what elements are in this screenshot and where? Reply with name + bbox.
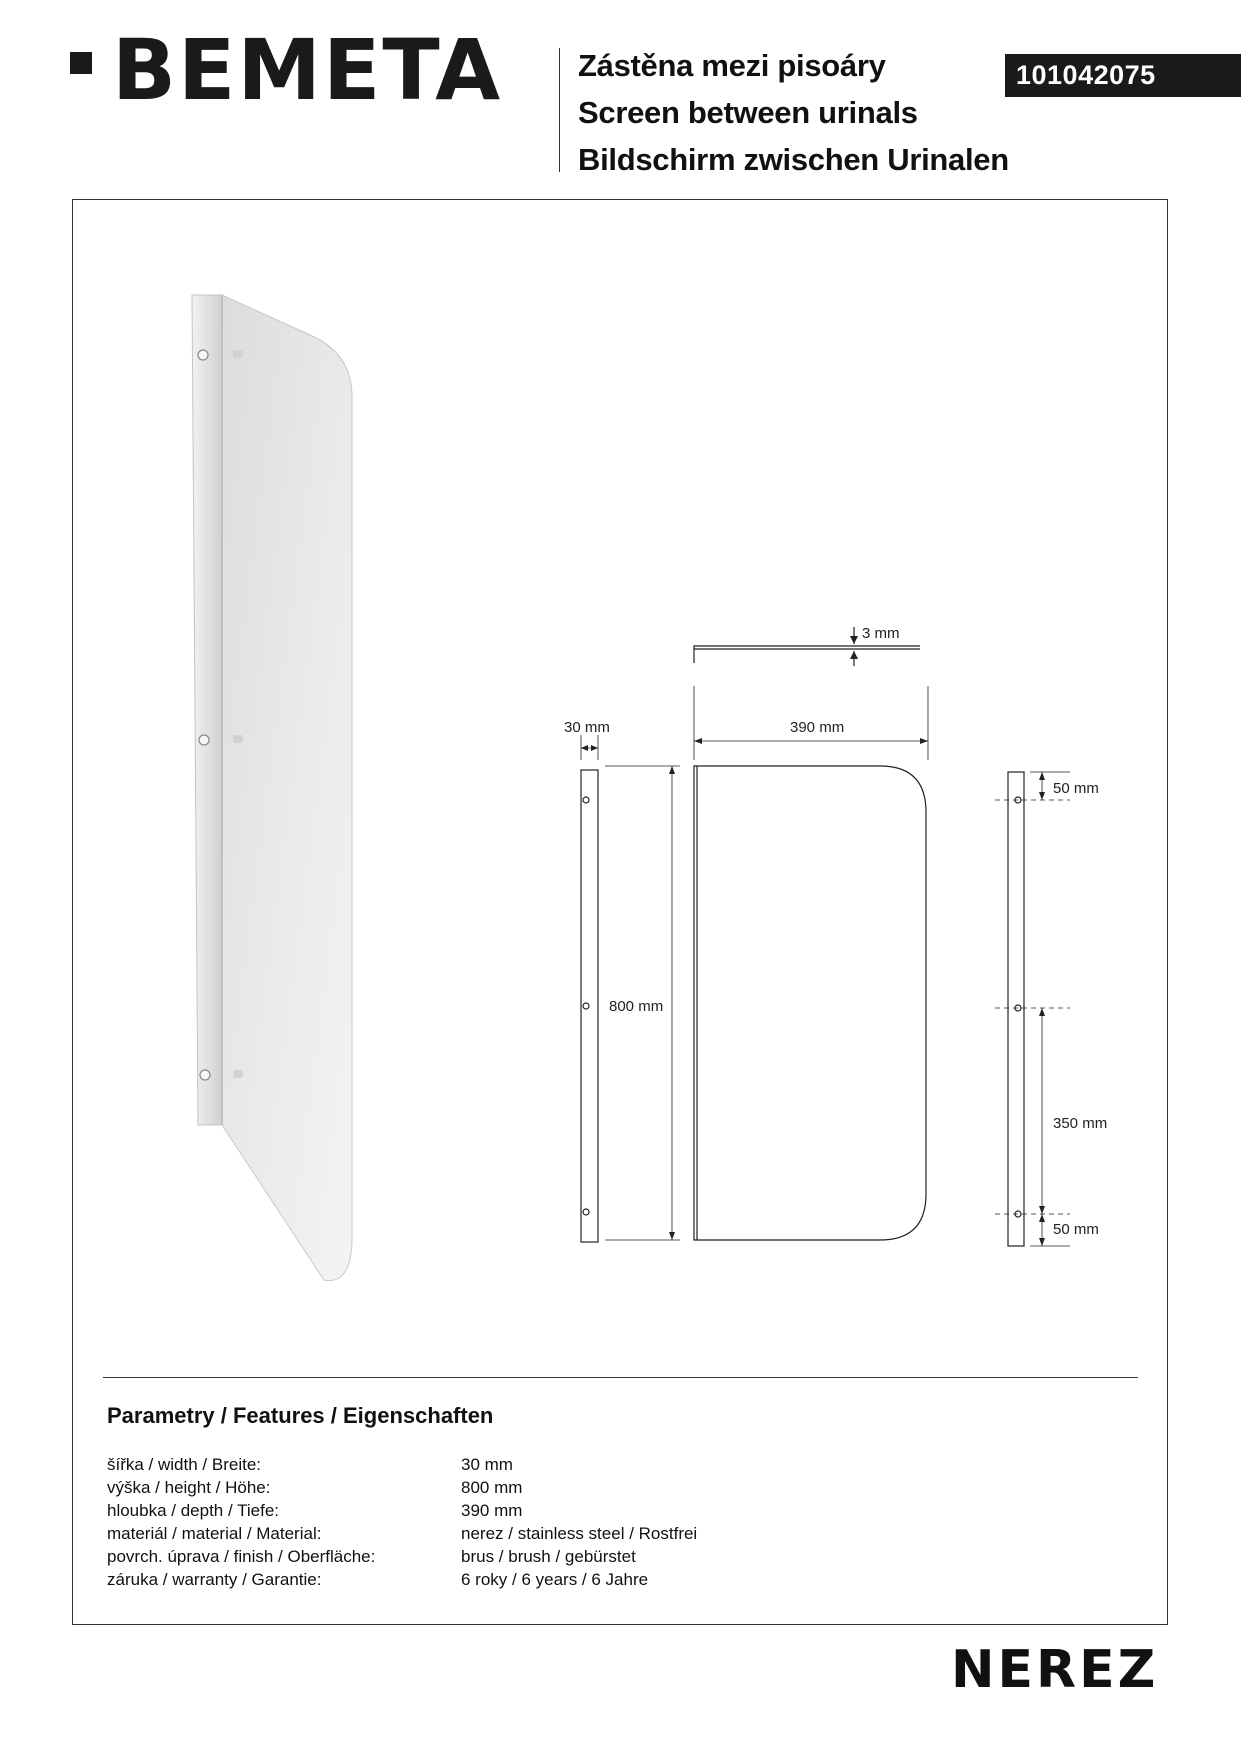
feature-label: hloubka / depth / Tiefe: [107,1501,280,1520]
feature-label: záruka / warranty / Garantie: [107,1570,322,1589]
feature-row [107,1568,697,1591]
feature-row [107,1545,697,1568]
features-list [107,1453,697,1591]
hole-icon [583,1209,589,1215]
feature-row [107,1453,697,1476]
dim-depth-label: 390 mm [790,719,845,736]
front-view-panel [694,766,926,1240]
title-english: Screen between urinals [578,95,918,130]
feature-row [107,1499,697,1522]
feature-row [107,1522,697,1545]
hole-icon [583,1003,589,1009]
dim-thickness-label: 3 mm [862,625,900,642]
logo-wordmark: BEMETA [112,21,503,119]
feature-label: materiál / material / Material: [107,1524,322,1543]
dim-top-offset-label: 50 mm [1053,780,1099,797]
feature-row [107,1476,697,1499]
material-footer-label: NEREZ [951,1640,1159,1700]
dim-width-label: 30 mm [564,719,610,736]
dim-bottom-offset-label: 50 mm [1053,1221,1099,1238]
product-code-badge: 101042075 [1005,54,1241,97]
feature-value: 390 mm [461,1501,523,1520]
feature-label: výška / height / Höhe: [107,1478,271,1497]
feature-label: šířka / width / Breite: [107,1455,261,1474]
dim-height-label: 800 mm [609,998,664,1015]
features-divider [103,1377,1138,1378]
dim-hole-spacing-label: 350 mm [1053,1115,1108,1132]
feature-label: povrch. úprava / finish / Oberfläche: [107,1547,376,1566]
mounting-strip [1008,772,1024,1246]
title-german: Bildschirm zwischen Urinalen [578,142,1009,177]
feature-value: nerez / stainless steel / Rostfrei [461,1524,698,1543]
feature-value: 30 mm [461,1455,513,1474]
features-heading: Parametry / Features / Eigenschaften [107,1403,494,1428]
feature-value: 6 roky / 6 years / 6 Jahre [461,1570,649,1589]
title-czech: Zástěna mezi pisoáry [578,48,886,83]
feature-value: brus / brush / gebürstet [461,1547,636,1566]
hole-icon [583,797,589,803]
feature-value: 800 mm [461,1478,523,1497]
